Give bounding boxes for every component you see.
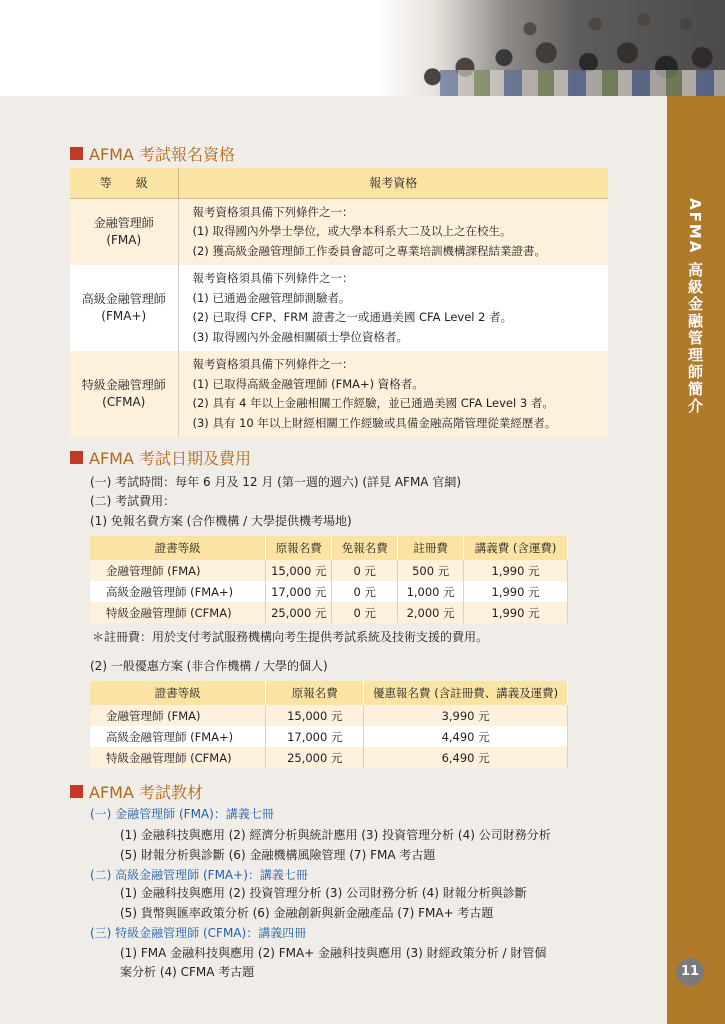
qualification-table — [70, 168, 608, 437]
material-line: 案分析 (4) CFMA 考古題 — [120, 965, 255, 979]
cell-level: 高級金融管理師 (FMA+) — [90, 581, 266, 602]
requirement-cell — [178, 351, 608, 437]
level-cell — [70, 265, 178, 351]
level-cell — [70, 351, 178, 437]
plan1-fee-table — [90, 536, 568, 623]
material-group-heading: (一) 金融管理師 (FMA)：講義七冊 — [90, 807, 274, 821]
section-heading-dates-fees — [70, 446, 251, 469]
cell-material-fee: 1,990 元 — [464, 602, 568, 623]
cell-original-fee: 15,000 元 — [266, 705, 364, 726]
cell-original-fee: 25,000 元 — [266, 602, 332, 623]
bullet-square-icon — [70, 147, 83, 160]
level-code: (CFMA) — [102, 395, 146, 409]
registration-fee-note: ＊註冊費：用於支付考試服務機構向考生提供考試系統及技術支援的費用。 — [92, 630, 489, 644]
section-title: AFMA 考試教材 — [89, 783, 203, 802]
level-name: 特級金融管理師 — [81, 378, 166, 392]
sidebar-title: AFMA 高級金融管理師簡介 — [686, 198, 704, 415]
section-heading-materials — [70, 780, 203, 803]
section-title: AFMA 考試報名資格 — [89, 145, 235, 164]
requirement-line: 報考資格須具備下列條件之一： — [192, 357, 354, 371]
column-header-requirement: 報考資格 — [178, 168, 608, 198]
cell-material-fee: 1,990 元 — [464, 560, 568, 581]
table-row — [70, 198, 608, 265]
material-group-heading: (二) 高級金融管理師 (FMA+)：講義七冊 — [90, 868, 308, 882]
audience-crowd-image-lower — [440, 70, 725, 96]
cell-material-fee: 1,990 元 — [464, 581, 568, 602]
column-header: 講義費 (含運費) — [464, 536, 568, 560]
plan1-title: (1) 免報名費方案 (合作機構 / 大學提供機考場地) — [90, 514, 352, 528]
cell-registration-fee: 500 元 — [398, 560, 464, 581]
section-heading-qualification — [70, 142, 235, 165]
cell-waived-fee: 0 元 — [332, 560, 398, 581]
table-header-row — [70, 168, 608, 198]
table-row — [90, 747, 568, 768]
table-row — [90, 602, 568, 623]
cell-original-fee: 15,000 元 — [266, 560, 332, 581]
table-row — [90, 560, 568, 581]
cell-original-fee: 17,000 元 — [266, 581, 332, 602]
column-header: 證書等級 — [90, 536, 266, 560]
table-row — [90, 581, 568, 602]
cell-level: 特級金融管理師 (CFMA) — [90, 747, 266, 768]
material-line: (1) 金融科技與應用 (2) 經濟分析與統計應用 (3) 投資管理分析 (4) 公司財務分析 — [120, 828, 551, 842]
cell-level: 特級金融管理師 (CFMA) — [90, 602, 266, 623]
exam-fee-line: (二) 考試費用： — [90, 494, 176, 508]
requirement-cell — [178, 198, 608, 265]
requirement-cell — [178, 265, 608, 351]
requirement-line: (1) 已取得高級金融管理師 (FMA+) 資格者。 — [192, 376, 424, 391]
column-header: 原報名費 — [266, 536, 332, 560]
table-row — [70, 265, 608, 351]
table-row — [90, 705, 568, 726]
cell-level: 金融管理師 (FMA) — [90, 560, 266, 581]
requirement-line: (2) 已取得 CFP、FRM 證書之一或通過美國 CFA Level 2 者。 — [192, 310, 513, 324]
level-code: (FMA+) — [101, 309, 147, 323]
requirement-line: 報考資格須具備下列條件之一： — [192, 204, 354, 219]
cell-level: 金融管理師 (FMA) — [90, 705, 266, 726]
section-title: AFMA 考試日期及費用 — [89, 449, 251, 468]
column-header-level: 等 級 — [70, 168, 178, 198]
level-name: 金融管理師 — [93, 215, 154, 230]
level-cell — [70, 198, 178, 265]
plan2-title: (2) 一般優惠方案 (非合作機構 / 大學的個人) — [90, 659, 328, 673]
cell-original-fee: 25,000 元 — [266, 747, 364, 768]
requirement-line: (1) 已通過金融管理師測驗者。 — [192, 290, 351, 305]
exam-time-line: (一) 考試時間：每年 6 月及 12 月 (第一週的週六) (詳見 AFMA 官網) — [90, 475, 461, 489]
material-line: (5) 財報分析與診斷 (6) 金融機構風險管理 (7) FMA 考古題 — [120, 848, 436, 862]
requirement-line: (3) 具有 10 年以上財經相關工作經驗或具備金融高階管理從業經歷者。 — [192, 415, 557, 430]
level-name: 高級金融管理師 — [81, 292, 166, 306]
requirement-line: (3) 取得國內外金融相關碩士學位資格者。 — [192, 329, 408, 344]
cell-waived-fee: 0 元 — [332, 602, 398, 623]
plan2-fee-table — [90, 681, 568, 768]
requirement-line: 報考資格須具備下列條件之一： — [192, 271, 354, 285]
table-row — [70, 351, 608, 437]
cell-discount-fee: 3,990 元 — [364, 705, 568, 726]
column-header: 證書等級 — [90, 681, 266, 705]
cell-original-fee: 17,000 元 — [266, 726, 364, 747]
column-header: 優惠報名費 (含註冊費、講義及運費) — [364, 681, 568, 705]
material-line: (1) 金融科技與應用 (2) 投資管理分析 (3) 公司財務分析 (4) 財報分析與診斷 — [120, 886, 527, 900]
table-header-row — [90, 536, 568, 560]
requirement-line: (1) 取得國內外學士學位，或大學本科系大二及以上之在校生。 — [192, 224, 512, 238]
cell-discount-fee: 6,490 元 — [364, 747, 568, 768]
requirement-line: (2) 具有 4 年以上金融相關工作經驗，並已通過美國 CFA Level 3 者。 — [192, 396, 554, 410]
level-code: (FMA) — [106, 232, 142, 247]
material-group-heading: (三) 特級金融管理師 (CFMA)：講義四冊 — [90, 926, 307, 940]
material-line: (1) FMA 金融科技與應用 (2) FMA+ 金融科技與應用 (3) 財經政策分析 / 財管個 — [120, 946, 547, 960]
column-header: 註冊費 — [398, 536, 464, 560]
column-header: 免報名費 — [332, 536, 398, 560]
bullet-square-icon — [70, 451, 83, 464]
cell-level: 高級金融管理師 (FMA+) — [90, 726, 266, 747]
header-photo — [0, 0, 725, 96]
page-number: 11 — [676, 958, 704, 986]
cell-waived-fee: 0 元 — [332, 581, 398, 602]
table-row — [90, 726, 568, 747]
material-line: (5) 貨幣與匯率政策分析 (6) 金融創新與新金融產品 (7) FMA+ 考古題 — [120, 906, 494, 920]
column-header: 原報名費 — [266, 681, 364, 705]
requirement-line: (2) 獲高級金融管理師工作委員會認可之專業培訓機構課程結業證書。 — [192, 243, 546, 258]
table-header-row — [90, 681, 568, 705]
cell-registration-fee: 1,000 元 — [398, 581, 464, 602]
cell-discount-fee: 4,490 元 — [364, 726, 568, 747]
bullet-square-icon — [70, 785, 83, 798]
cell-registration-fee: 2,000 元 — [398, 602, 464, 623]
